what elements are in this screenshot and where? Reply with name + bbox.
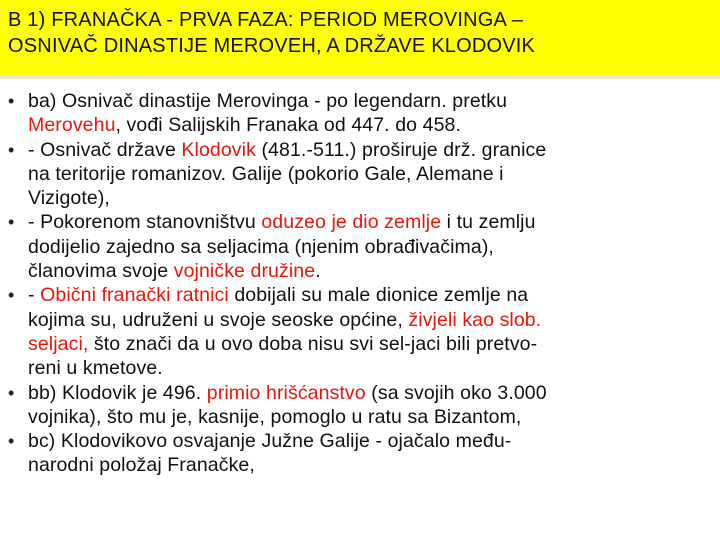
bullet-line [28, 429, 720, 453]
bullet-dot-icon: • [8, 382, 15, 403]
bullet-line [28, 259, 720, 283]
slide-title-bar [0, 0, 720, 76]
highlighted-text: seljaci, [28, 332, 89, 355]
slide-title-line-2: OSNIVAČ DINASTIJE MEROVEH, A DRŽAVE KLODOVIK [8, 35, 536, 57]
highlighted-text: vojničke družine [173, 260, 316, 283]
bullet-line [28, 283, 720, 307]
body-text: i tu zemlju [441, 211, 536, 234]
bullet-line [28, 162, 720, 186]
bullet-dot-icon: • [8, 91, 15, 111]
body-text: bb) Klodovik je 496. [28, 381, 207, 404]
bullet-dot-icon: • [8, 431, 15, 452]
body-text: vojnika), što mu je, kasnije, pomoglo u ratu sa Bizantom, [28, 405, 522, 428]
bullet-line [28, 186, 720, 210]
bullet-item [0, 381, 720, 430]
body-text: bc) Klodovikovo osvajanje Južne Galije - ojačalo među- [28, 430, 512, 453]
highlighted-text: primio hrišćanstvo [206, 381, 366, 404]
highlighted-text: živjeli kao slob. [408, 308, 542, 331]
bullet-line [28, 235, 720, 259]
body-text: Vizigote), [28, 187, 110, 210]
body-text: što znači da u ovo doba nisu svi sel-jaci bili pretvo- [88, 332, 538, 355]
bullet-line [28, 113, 720, 137]
body-text: članovima svoje [28, 260, 174, 283]
highlighted-text: Klodovik [181, 138, 256, 161]
body-text: dobijali su male dionice zemlje na [228, 284, 529, 307]
bullet-dot-icon: • [8, 139, 15, 160]
body-text: ba) Osnivač dinastije Merovinga - po legendarn. pretku [28, 90, 508, 112]
body-text: (481.-511.) proširuje drž. granice [255, 138, 547, 161]
bullet-line [28, 453, 720, 477]
bullet-item [0, 138, 720, 211]
body-text: dodijelio zajedno sa seljacima (njenim obrađivačima), [28, 235, 494, 258]
body-text: - Osnivač države [28, 138, 182, 161]
highlighted-text: Merovehu [28, 114, 116, 137]
bullet-line [28, 138, 720, 162]
body-text: . [315, 260, 321, 283]
bullet-dot-icon: • [8, 285, 15, 306]
bullet-list [0, 89, 720, 478]
body-text: na teritorije romanizov. Galije (pokorio Gale, Alemane i [28, 162, 504, 185]
bullet-line [28, 405, 720, 429]
body-text: - [28, 284, 41, 307]
bullet-line [28, 308, 720, 332]
bullet-dot-icon: • [8, 212, 15, 233]
highlighted-text: Obični franački ratnici [40, 284, 229, 307]
bullet-item [0, 429, 720, 478]
bullet-line [28, 356, 720, 380]
bullet-line [28, 210, 720, 234]
slide-title-line-1: B 1) FRANAČKA - PRVA FAZA: PERIOD MEROVINGA – [8, 9, 524, 31]
bullet-item [0, 283, 720, 380]
title-divider [0, 76, 720, 79]
body-text: kojima su, udruženi u svoje seoske općine, [28, 308, 409, 331]
body-text: narodni položaj Franačke, [28, 454, 255, 477]
body-text: - Pokorenom stanovništvu [28, 211, 262, 234]
body-text: , vođi Salijskih Franaka od 447. do 458. [115, 114, 461, 137]
body-text: (sa svojih oko 3.000 [365, 381, 547, 404]
bullet-line [28, 89, 720, 113]
bullet-line [28, 381, 720, 405]
highlighted-text: oduzeo je dio zemlje [261, 211, 442, 234]
bullet-item [0, 210, 720, 283]
body-text: reni u kmetove. [28, 357, 163, 380]
bullet-item [0, 89, 720, 138]
bullet-line [28, 332, 720, 356]
